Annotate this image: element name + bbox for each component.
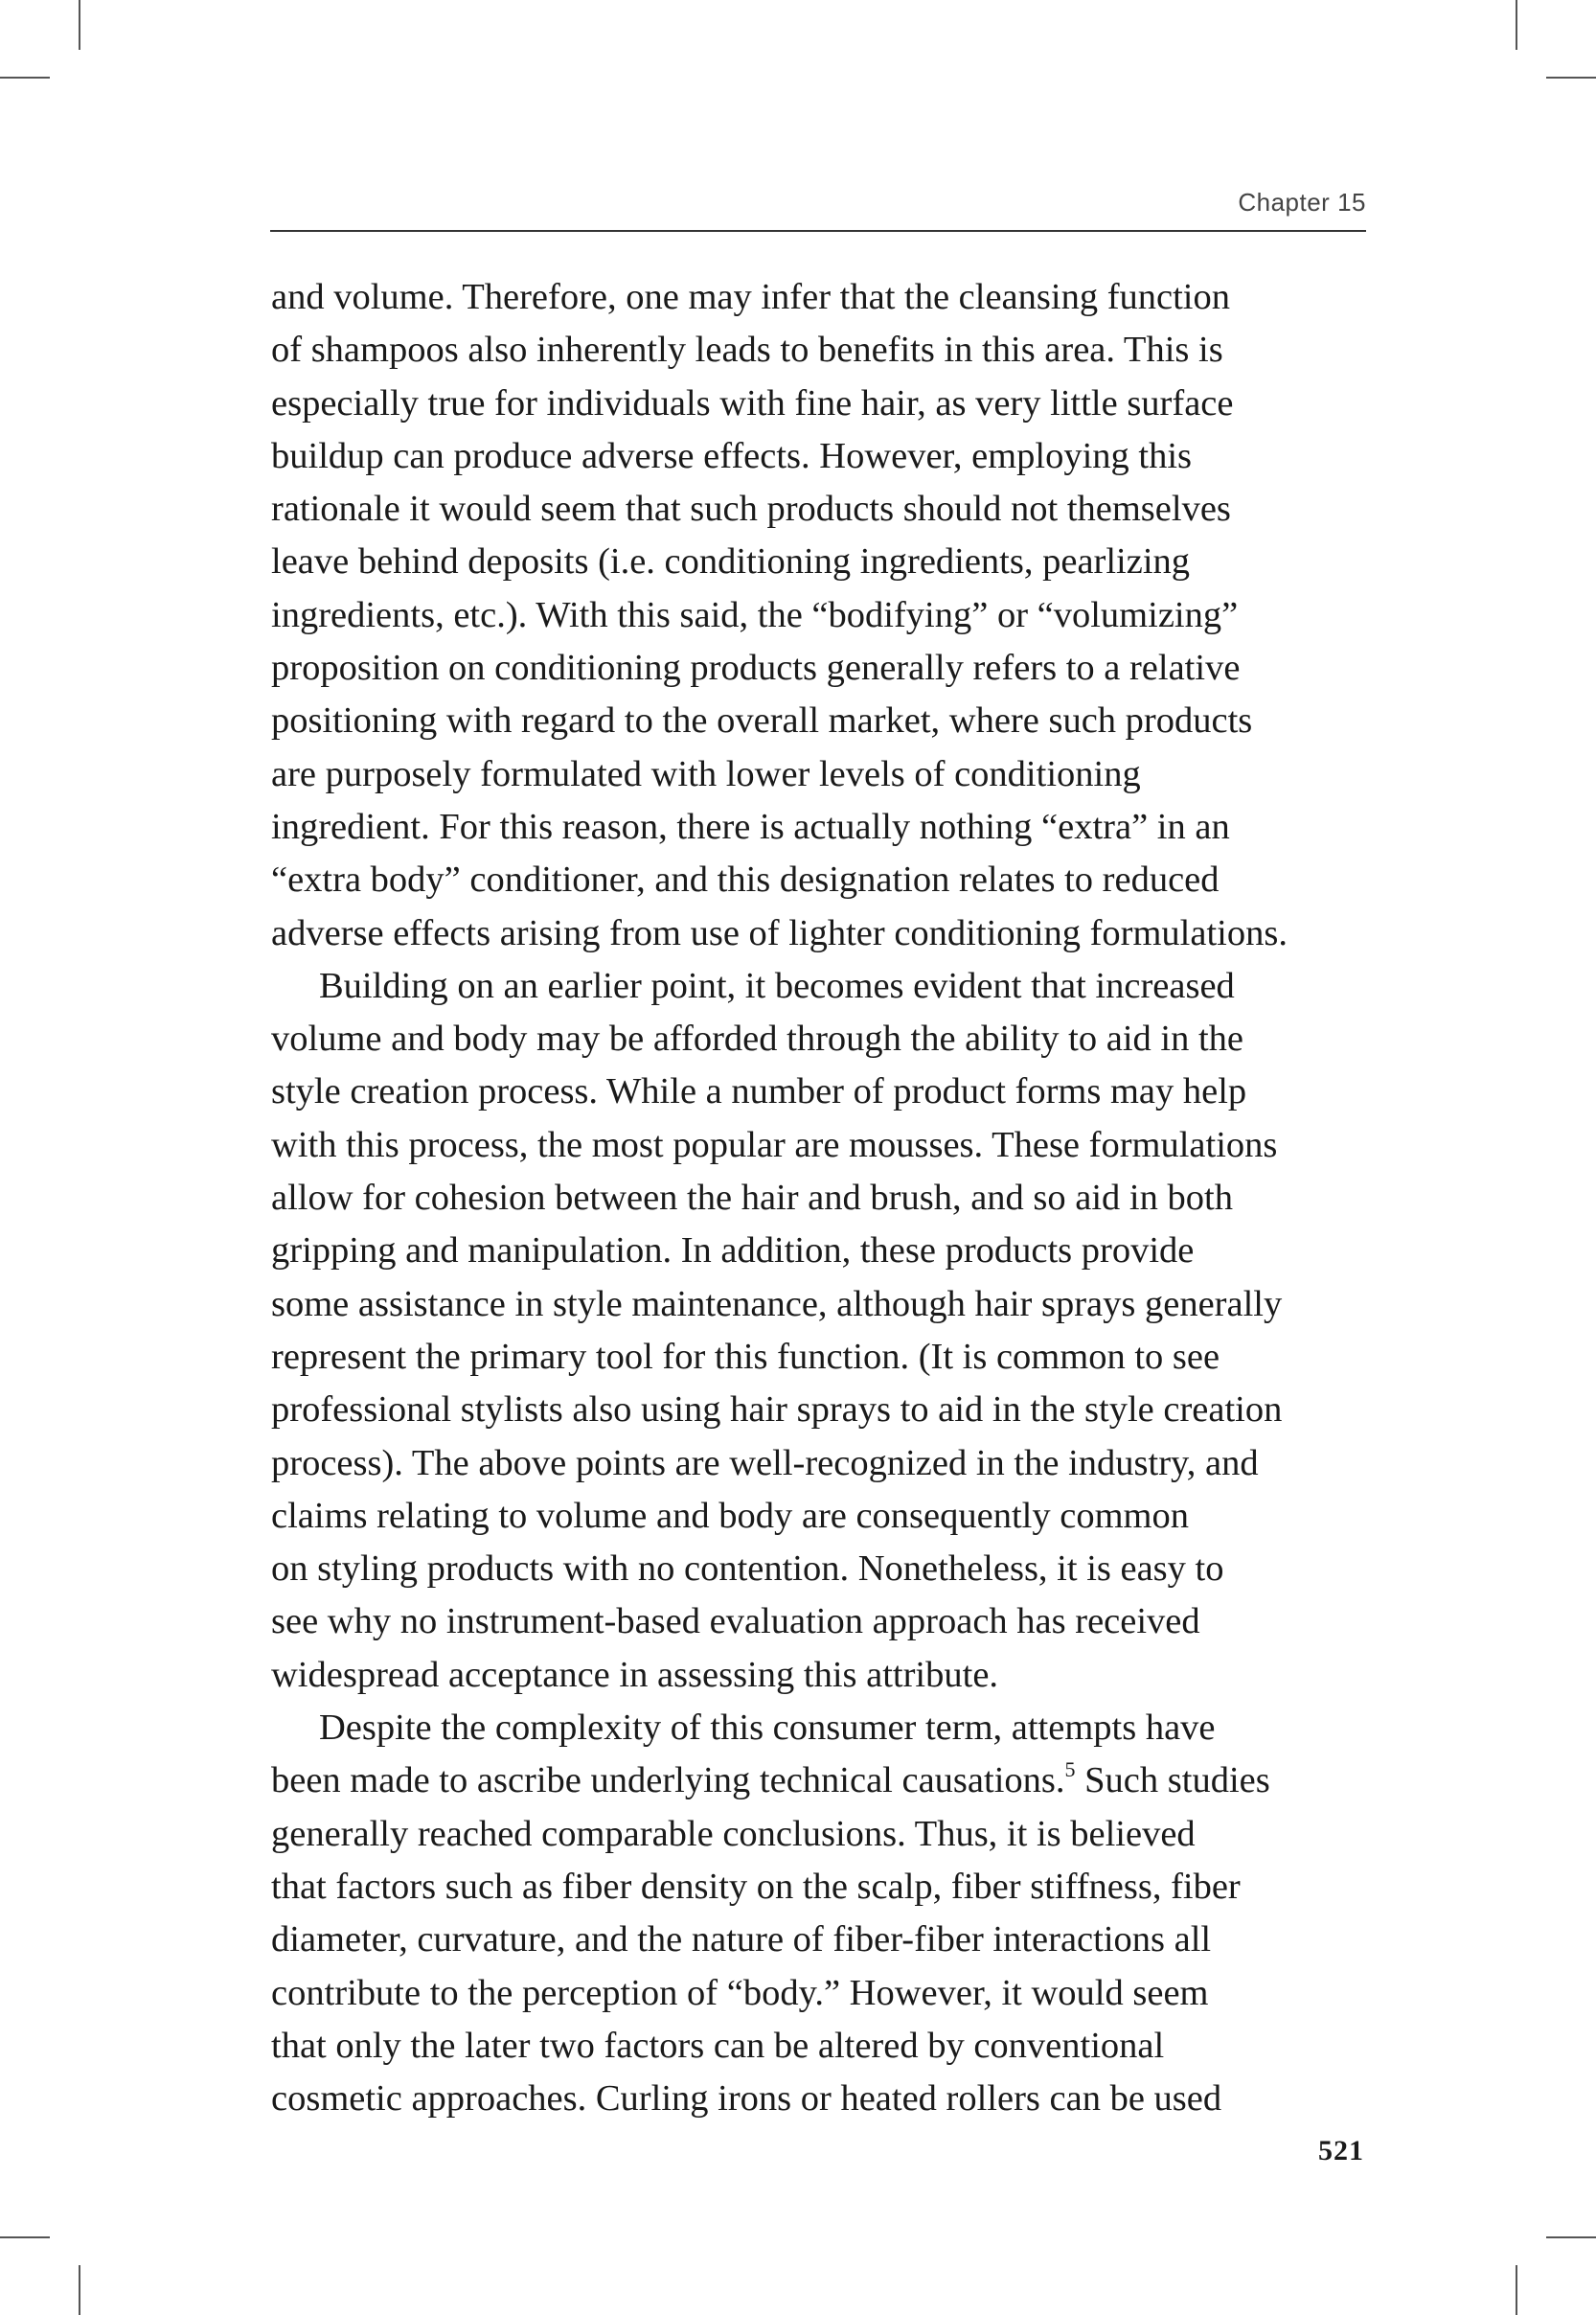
text-line: of shampoos also inherently leads to benefits in this area. This is <box>271 330 1223 371</box>
running-head: Chapter 15 <box>1238 188 1366 217</box>
text-line: Building on an earlier point, it becomes evident that increased <box>319 965 1235 1006</box>
text-line: adverse effects arising from use of lighter conditioning formulations. <box>271 912 1288 953</box>
text-line: positioning with regard to the overall market, where such products <box>271 700 1253 742</box>
text-line: ingredient. For this reason, there is actually nothing “extra” in an <box>271 806 1230 847</box>
text-line: contribute to the perception of “body.” However, it would seem <box>271 1972 1209 2013</box>
crop-mark-bottom-right-vertical <box>1516 2265 1517 2315</box>
text-line: proposition on conditioning products generally refers to a relative <box>271 648 1241 689</box>
text-line-segment: been made to ascribe underlying technical causations. <box>271 1760 1065 1801</box>
crop-mark-bottom-left-horizontal <box>0 2236 50 2238</box>
text-line: process). The above points are well-recognized in the industry, and <box>271 1442 1259 1483</box>
text-line: are purposely formulated with lower levels of conditioning <box>271 753 1141 794</box>
page-number: 521 <box>1318 2135 1364 2166</box>
text-line: rationale it would seem that such products should not themselves <box>271 489 1231 530</box>
text-line: professional stylists also using hair sprays to aid in the style creation <box>271 1389 1283 1431</box>
crop-mark-top-right-vertical <box>1516 0 1517 50</box>
text-line-with-footnote <box>271 1754 1371 1807</box>
paragraph <box>271 960 1371 1702</box>
text-line: gripping and manipulation. In addition, these products provide <box>271 1230 1195 1272</box>
crop-mark-top-right-horizontal <box>1546 77 1596 79</box>
text-line: that only the later two factors can be altered by conventional <box>271 2025 1165 2066</box>
text-line: diameter, curvature, and the nature of fiber-fiber interactions all <box>271 1919 1212 1960</box>
crop-mark-top-left-horizontal <box>0 77 50 79</box>
paragraph <box>271 1702 1371 2125</box>
header-rule <box>270 230 1366 232</box>
text-line: allow for cohesion between the hair and brush, and so aid in both <box>271 1178 1233 1219</box>
text-line: with this process, the most popular are mousses. These formulations <box>271 1124 1278 1165</box>
text-line: generally reached comparable conclusions. Thus, it is believed <box>271 1813 1196 1854</box>
text-line: “extra body” conditioner, and this designation relates to reduced <box>271 860 1220 901</box>
text-line: buildup can produce adverse effects. However, employing this <box>271 435 1193 476</box>
text-line: that factors such as fiber density on the scalp, fiber stiffness, fiber <box>271 1866 1241 1907</box>
text-line: volume and body may be afforded through the ability to aid in the <box>271 1019 1244 1060</box>
text-line: widespread acceptance in assessing this attribute. <box>271 1654 999 1695</box>
body-text <box>271 271 1371 2125</box>
text-line: ingredients, etc.). With this said, the “bodifying” or “volumizing” <box>271 594 1239 635</box>
text-line: cosmetic approaches. Curling irons or heated rollers can be used <box>271 2078 1222 2120</box>
text-line: on styling products with no contention. Nonetheless, it is easy to <box>271 1548 1224 1590</box>
footnote-reference[interactable]: 5 <box>1064 1757 1076 1782</box>
text-line: especially true for individuals with fine hair, as very little surface <box>271 382 1234 424</box>
text-line: leave behind deposits (i.e. conditioning ingredients, pearlizing <box>271 541 1191 583</box>
text-line: see why no instrument-based evaluation approach has received <box>271 1601 1200 1642</box>
crop-mark-bottom-left-vertical <box>79 2265 80 2315</box>
crop-mark-top-left-vertical <box>79 0 80 50</box>
text-line: Despite the complexity of this consumer term, attempts have <box>319 1708 1216 1749</box>
crop-mark-bottom-right-horizontal <box>1546 2236 1596 2238</box>
text-line: some assistance in style maintenance, although hair sprays generally <box>271 1283 1283 1324</box>
text-line-segment: Such studies <box>1075 1760 1270 1801</box>
text-line: style creation process. While a number of product forms may help <box>271 1071 1247 1112</box>
paragraph <box>271 271 1371 960</box>
text-line: claims relating to volume and body are consequently common <box>271 1495 1189 1536</box>
text-line: represent the primary tool for this function. (It is common to see <box>271 1336 1220 1377</box>
text-line: and volume. Therefore, one may infer that the cleansing function <box>271 277 1230 317</box>
